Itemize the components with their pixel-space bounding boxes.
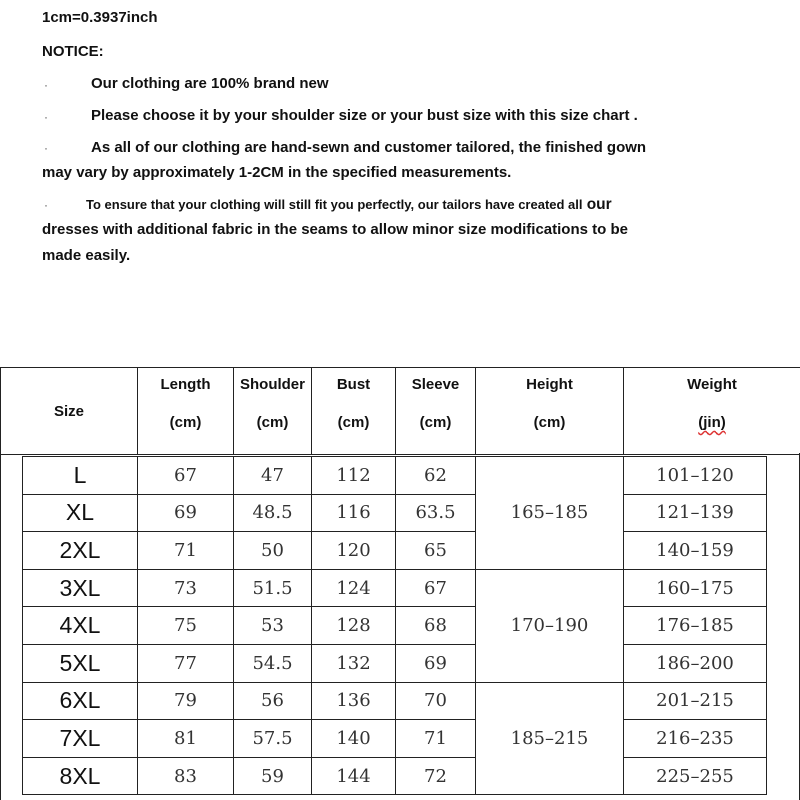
cell-sleeve: 63.5 [396, 494, 476, 532]
cell-size: L [23, 457, 138, 495]
table-row [23, 757, 767, 795]
cell-length: 77 [138, 644, 234, 682]
notice-item-hand-sewn-line2: may vary by approximately 1-2CM in the specified measurements. [42, 164, 512, 181]
cell-height-group: 185–215 [476, 682, 624, 795]
cell-length: 83 [138, 757, 234, 795]
cell-length: 67 [138, 457, 234, 495]
header-size: Size [1, 368, 138, 455]
table-row [23, 644, 767, 682]
cell-shoulder: 51.5 [234, 569, 312, 607]
cell-bust: 124 [312, 569, 396, 607]
cell-size: 2XL [23, 532, 138, 570]
cell-weight: 160–175 [624, 569, 767, 607]
cell-shoulder: 47 [234, 457, 312, 495]
cell-bust: 140 [312, 720, 396, 758]
notice-item-fabric-line3: made easily. [42, 247, 131, 264]
table-row [23, 607, 767, 645]
bullet: · [44, 110, 48, 124]
notice-item-fabric-line1 [86, 195, 612, 215]
table-row [23, 532, 767, 570]
cell-size: XL [23, 494, 138, 532]
cell-sleeve: 62 [396, 457, 476, 495]
cell-weight: 121–139 [624, 494, 767, 532]
cell-weight: 216–235 [624, 720, 767, 758]
cell-height-group: 170–190 [476, 569, 624, 682]
cell-size: 4XL [23, 607, 138, 645]
cell-sleeve: 72 [396, 757, 476, 795]
cell-sleeve: 67 [396, 569, 476, 607]
notice-item-size-choice: Please choose it by your shoulder size or your bust size with this size chart . [91, 107, 638, 124]
cell-shoulder: 59 [234, 757, 312, 795]
cell-sleeve: 65 [396, 532, 476, 570]
header-height: Height (cm) [476, 368, 624, 455]
cell-bust: 116 [312, 494, 396, 532]
cell-shoulder: 57.5 [234, 720, 312, 758]
cell-shoulder: 54.5 [234, 644, 312, 682]
cell-sleeve: 69 [396, 644, 476, 682]
cell-bust: 132 [312, 644, 396, 682]
frame-line-left [0, 453, 1, 800]
cell-weight: 140–159 [624, 532, 767, 570]
cell-shoulder: 50 [234, 532, 312, 570]
cell-bust: 120 [312, 532, 396, 570]
cell-sleeve: 70 [396, 682, 476, 720]
cell-shoulder: 53 [234, 607, 312, 645]
cell-weight: 101–120 [624, 457, 767, 495]
bullet: · [44, 198, 48, 212]
header-weight: Weight (jin) [624, 368, 800, 455]
unit-conversion-note: 1cm=0.3937inch [42, 9, 158, 26]
bullet: · [44, 78, 48, 92]
table-row [23, 682, 767, 720]
notice-title: NOTICE: [42, 43, 104, 60]
cell-size: 8XL [23, 757, 138, 795]
table-row [23, 720, 767, 758]
header-length: Length (cm) [138, 368, 234, 455]
cell-weight: 225–255 [624, 757, 767, 795]
cell-length: 81 [138, 720, 234, 758]
cell-bust: 144 [312, 757, 396, 795]
cell-size: 7XL [23, 720, 138, 758]
cell-sleeve: 68 [396, 607, 476, 645]
cell-bust: 128 [312, 607, 396, 645]
cell-shoulder: 56 [234, 682, 312, 720]
cell-size: 3XL [23, 569, 138, 607]
cell-length: 73 [138, 569, 234, 607]
bullet: · [44, 141, 48, 155]
cell-length: 71 [138, 532, 234, 570]
notice-item-fabric-small-text: To ensure that your clothing will still fit you perfectly, our tailors have created all [86, 197, 583, 212]
header-sleeve: Sleeve (cm) [396, 368, 476, 455]
notice-item-brand-new: Our clothing are 100% brand new [91, 75, 329, 92]
cell-size: 6XL [23, 682, 138, 720]
cell-shoulder: 48.5 [234, 494, 312, 532]
table-row [23, 457, 767, 495]
table-row [23, 494, 767, 532]
cell-bust: 136 [312, 682, 396, 720]
table-row [23, 569, 767, 607]
cell-size: 5XL [23, 644, 138, 682]
cell-weight: 176–185 [624, 607, 767, 645]
cell-weight: 186–200 [624, 644, 767, 682]
cell-length: 69 [138, 494, 234, 532]
notice-item-fabric-big-text: our [586, 196, 612, 213]
cell-sleeve: 71 [396, 720, 476, 758]
cell-length: 75 [138, 607, 234, 645]
header-bust: Bust (cm) [312, 368, 396, 455]
notice-item-fabric-line2: dresses with additional fabric in the seams to allow minor size modifications to be [42, 221, 628, 238]
size-chart-header [0, 367, 800, 455]
cell-height-group: 165–185 [476, 457, 624, 570]
header-shoulder: Shoulder (cm) [234, 368, 312, 455]
size-chart-body [22, 456, 767, 795]
cell-length: 79 [138, 682, 234, 720]
notice-item-hand-sewn-line1: As all of our clothing are hand-sewn and customer tailored, the finished gown [91, 139, 647, 156]
cell-weight: 201–215 [624, 682, 767, 720]
cell-bust: 112 [312, 457, 396, 495]
